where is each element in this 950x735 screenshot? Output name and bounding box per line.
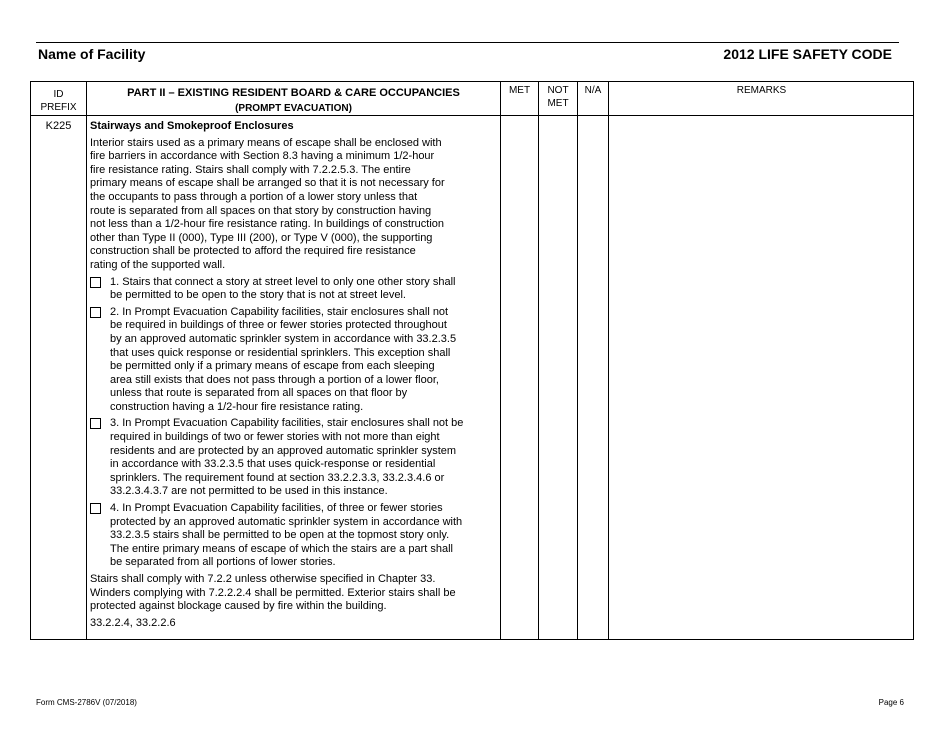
- exception-line: 3. In Prompt Evacuation Capability facilities, stair enclosures shall not be: [110, 417, 464, 430]
- exception-line: area still exists that does not pass through a portion of a lower floor,: [110, 373, 439, 386]
- col-divider: [608, 82, 609, 639]
- closing-line: Winders complying with 7.2.2.2.4 shall be permitted. Exterior stairs shall be: [90, 586, 456, 599]
- closing-paragraph: [90, 573, 496, 614]
- exception-line: be separated from all portions of lower stories.: [110, 556, 336, 569]
- exception-line: be permitted to be open to the story that is not at street level.: [110, 289, 406, 302]
- intro-line: other than Type II (000), Type III (200), or Type V (000), the supporting: [90, 231, 433, 244]
- exception-line: residents and are protected by an approved automatic sprinkler system: [110, 444, 457, 457]
- page-number: Page 6: [878, 698, 904, 707]
- exception-line: unless that route is separated from all spaces on that floor by: [110, 387, 408, 400]
- exception-line: required in buildings of two or fewer stories with not more than eight: [110, 431, 440, 444]
- intro-line: construction shall be protected to afford the required fire resistance: [90, 245, 416, 258]
- intro-line: the occupants to pass through a portion of a lower story unless that: [90, 190, 418, 203]
- intro-line: not less than a 1/2-hour fire resistance rating. In buildings of construction: [90, 218, 445, 231]
- k-tag: K225: [45, 120, 72, 132]
- exception-item: [90, 306, 496, 415]
- facility-name-label: Name of Facility: [38, 46, 146, 62]
- header-rule: [36, 42, 899, 43]
- exception-line: sprinklers. The requirement found at section 33.2.2.3.3, 33.2.3.4.6 or: [110, 471, 445, 484]
- col-divider: [538, 82, 539, 639]
- exception-line: be permitted only if a primary means of escape from each sleeping: [110, 360, 435, 373]
- intro-line: Interior stairs used as a primary means of escape shall be enclosed with: [90, 136, 442, 149]
- exception-line: be required in buildings of three or fewer stories protected throughout: [110, 319, 447, 332]
- id-header-line2: PREFIX: [40, 102, 77, 113]
- intro-line: route is separated from all spaces on that story by construction having: [90, 204, 432, 217]
- exception-line: that uses quick response or residential sprinklers. This exception shall: [110, 346, 451, 359]
- col-divider: [500, 82, 501, 639]
- exceptions-list: [90, 276, 496, 570]
- not-met-header: [539, 84, 577, 110]
- exception-line: by an approved automatic sprinkler system in accordance with 33.2.3.5: [110, 332, 457, 345]
- code-title: 2012 LIFE SAFETY CODE: [723, 46, 892, 62]
- part-header-line2: (PROMPT EVACUATION): [235, 103, 352, 114]
- exception-line: protected by an approved automatic sprinkler system in accordance with: [110, 515, 463, 528]
- exception-item: [90, 417, 496, 499]
- remarks-header: REMARKS: [736, 85, 787, 96]
- exception-line: 4. In Prompt Evacuation Capability facilities, of three or fewer stories: [110, 502, 443, 515]
- not-met-header-line2: MET: [547, 98, 569, 109]
- exception-checkbox[interactable]: [90, 418, 101, 429]
- intro-line: primary means of escape shall be arranged so that it is not necessary for: [90, 177, 445, 190]
- closing-line: Stairs shall comply with 7.2.2 unless otherwise specified in Chapter 33.: [90, 573, 436, 585]
- exception-item: [90, 502, 496, 570]
- exception-line: 2. In Prompt Evacuation Capability facilities, stair enclosures shall not: [110, 305, 449, 318]
- intro-line: fire barriers in accordance with Section 8.3 having a minimum 1/2-hour: [90, 150, 435, 163]
- id-prefix-header: [31, 88, 86, 114]
- survey-table: [30, 81, 914, 640]
- closing-line: protected against blockage caused by fire within the building.: [90, 600, 387, 613]
- requirement-title: Stairways and Smokeproof Enclosures: [90, 120, 294, 132]
- met-header: MET: [508, 85, 531, 96]
- exception-line: 33.2.3.5 stairs shall be permitted to be open at the topmost story only.: [110, 529, 450, 542]
- exception-line: in accordance with 33.2.3.5 that uses quick-response or residential: [110, 458, 436, 471]
- citations: 33.2.2.4, 33.2.2.6: [90, 616, 176, 629]
- exception-line: 33.2.3.4.3.7 are not permitted to be used in this instance.: [110, 485, 388, 498]
- id-header-line1: ID: [53, 89, 64, 100]
- exception-line: 1. Stairs that connect a story at street level to only one other story shall: [110, 275, 456, 288]
- exception-line: The entire primary means of escape of which the stairs are a part shall: [110, 542, 453, 555]
- form-id: Form CMS-2786V (07/2018): [36, 698, 137, 707]
- intro-paragraph: [90, 137, 496, 273]
- requirement-text: [90, 120, 496, 630]
- exception-item: [90, 276, 496, 303]
- exception-checkbox[interactable]: [90, 307, 101, 318]
- not-met-header-line1: NOT: [547, 85, 569, 96]
- exception-checkbox[interactable]: [90, 277, 101, 288]
- col-divider: [86, 82, 87, 639]
- exception-line: construction having a 1/2-hour fire resistance rating.: [110, 400, 364, 413]
- col-divider: [577, 82, 578, 639]
- na-header: N/A: [584, 85, 602, 96]
- intro-line: rating of the supported wall.: [90, 258, 226, 271]
- exception-checkbox[interactable]: [90, 503, 101, 514]
- intro-line: fire resistance rating. Stairs shall comply with 7.2.2.5.3. The entire: [90, 163, 411, 176]
- part-header: [87, 86, 500, 116]
- part-header-line1: PART II – EXISTING RESIDENT BOARD & CARE OCCUPANCIES: [127, 87, 460, 99]
